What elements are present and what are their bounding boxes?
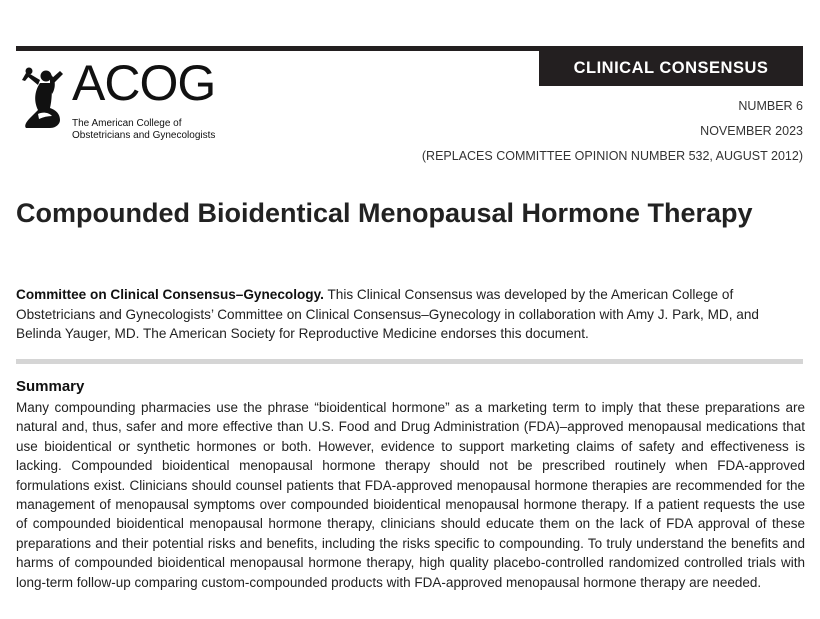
summary-body: Many compounding pharmacies use the phrase “bioidentical hormone” as a marketing term to imply that these preparations are natural and, thus, safer and more effective than U.S. Food and Drug Administration (FDA)–approved menopausal medications that use bioidentical or synthetic hormones or both. However, evidence to support marketing claims of safety and effectiveness is lacking. Compounded bioidentical menopausal hormone therapy should not be prescribed routinely when FDA-approved formulations exist. Clinicians should counsel patients that FDA-approved menopausal hormone therapies are recommended for the management of menopausal symptoms over compounded bioidentical menopausal hormone therapy. If a patient requests the use of compounded bioidentical menopausal hormone therapy, clinicians should educate them on the lack of FDA approval of these preparations and their potential risks and benefits, including the risks specific to compounding. To truly understand the benefits and harms of compounded bioidentical menopausal hormone therapy, high quality placebo-controlled randomized controlled trials with long-term follow-up comparing custom-compounded products with FDA-approved menopausal hormone therapy are needed.: [16, 400, 805, 590]
replaces-note: (REPLACES COMMITTEE OPINION NUMBER 532, AUGUST 2012): [421, 149, 803, 163]
logo-subtitle-line2: Obstetricians and Gynecologists: [72, 129, 216, 141]
banner-label: CLINICAL CONSENSUS: [573, 59, 769, 77]
logo-subtitle-line1: The American College of: [72, 118, 182, 129]
acog-logo: [16, 55, 246, 146]
document-date: NOVEMBER 2023: [700, 124, 803, 138]
logo-subtitle: [72, 118, 215, 141]
intro-text: This Clinical Consensus was developed by the American College of Obstetricians and Gynecologists’ Committee on Clinical Consensus–Gynecology in collaboration with Amy J. Park, MD, and Belinda Yauger, MD. The American Society for Reproductive Medicine endorses this document.: [16, 287, 759, 341]
summary-heading: Summary: [16, 378, 85, 395]
acog-wordmark: ACOG: [72, 55, 216, 111]
clinical-consensus-banner: [539, 51, 803, 86]
committee-name: Committee on Clinical Consensus–Gynecology.: [16, 287, 324, 302]
document-title: Compounded Bioidentical Menopausal Hormone Therapy: [16, 198, 753, 228]
document-number: NUMBER 6: [738, 99, 803, 113]
committee-intro: [16, 285, 805, 344]
mother-and-child-icon: [16, 66, 72, 132]
section-divider: [16, 359, 803, 364]
